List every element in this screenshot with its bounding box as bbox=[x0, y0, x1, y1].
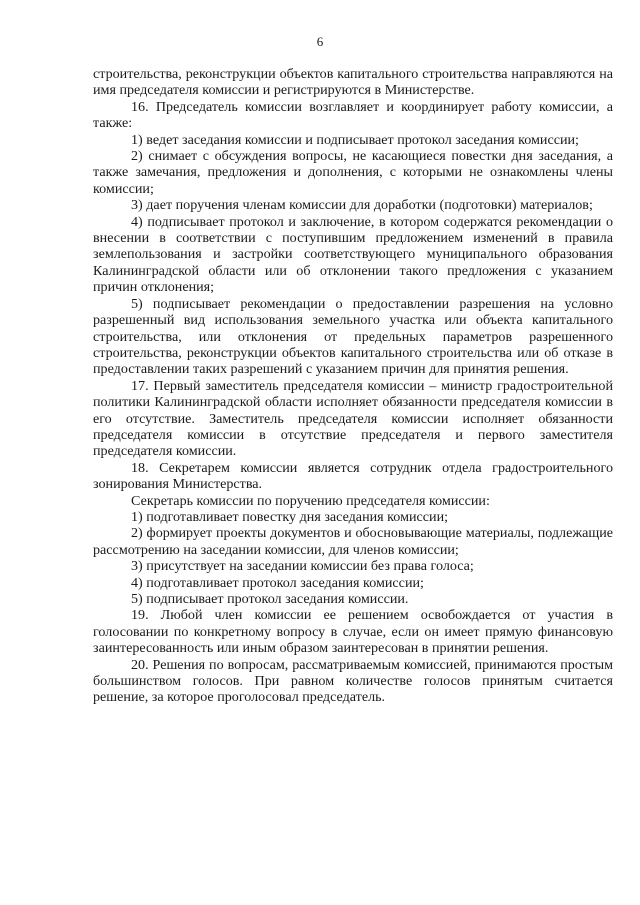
list-item-16-1: 1) ведет заседания комиссии и подписывает протокол заседания комиссии; bbox=[131, 131, 579, 148]
list-item-18-2: 2) формирует проекты документов и обосновывающие материалы, подлежащие рассмотрению на заседании комиссии, для членов комиссии; bbox=[93, 525, 613, 558]
document-body bbox=[93, 66, 613, 706]
list-item-16-5: 5) подписывает рекомендации о предоставлении разрешения на условно разрешенный вид использования земельного участка или объекта капитального строительства, или отклонения от предельных параметров разрешенного строительства, реконструкции объектов капитального строительства или об отказе в предоставлении таких разрешений с указанием причин для принятия решения. bbox=[93, 295, 613, 378]
list-item-16-2: 2) снимает с обсуждения вопросы, не касающиеся повестки дня заседания, а также замечания, предложения и дополнения, с которыми не ознакомлены члены комиссии; bbox=[93, 148, 613, 197]
paragraph-19: 19. Любой член комиссии ее решением освобождается от участия в голосовании по конкретному вопросу в случае, если он имеет прямую финансовую заинтересованность или иным образом заинтересован в принятии решения. bbox=[93, 607, 613, 657]
paragraph-continuation: строительства, реконструкции объектов капитального строительства направляются на имя председателя комиссии и регистрируются в Министерстве. bbox=[93, 66, 613, 99]
list-item-16-3: 3) дает поручения членам комиссии для доработки (подготовки) материалов; bbox=[131, 197, 593, 214]
list-item-18-3: 3) присутствует на заседании комиссии без права голоса; bbox=[131, 558, 474, 575]
paragraph-20: 20. Решения по вопросам, рассматриваемым комиссией, принимаются простым большинством голосов. При равном количестве голосов принятым считается решение, за которое проголосовал председатель. bbox=[93, 656, 613, 706]
list-item-18-4: 4) подготавливает протокол заседания комиссии; bbox=[131, 574, 424, 591]
list-item-16-4: 4) подписывает протокол и заключение, в котором содержатся рекомендации о внесении в соответствии с поступившим предложением изменений в правила землепользования и застройки соответствующего муниципального образования Калининградской области или об отклонении такого предложения с указанием причин отклонения; bbox=[93, 213, 613, 296]
paragraph-18: 18. Секретарем комиссии является сотрудник отдела градостроительного зонирования Министерства. bbox=[93, 459, 613, 493]
paragraph-16: 16. Председатель комиссии возглавляет и координирует работу комиссии, а также: bbox=[93, 98, 613, 132]
page-number: 6 bbox=[316, 34, 324, 49]
list-item-18-5: 5) подписывает протокол заседания комиссии. bbox=[131, 591, 409, 607]
paragraph-secretary-duties: Секретарь комиссии по поручению председателя комиссии: bbox=[131, 492, 490, 509]
list-item-18-1: 1) подготавливает повестку дня заседания комиссии; bbox=[131, 508, 449, 525]
paragraph-17: 17. Первый заместитель председателя комиссии – министр градостроительной политики Калининградской области исполняет обязанности председателя комиссии в его отсутствие. Заместитель председателя комиссии исполняет обязанности председателя комиссии в отсутствие председателя и первого заместителя председателя комиссии. bbox=[93, 377, 613, 460]
